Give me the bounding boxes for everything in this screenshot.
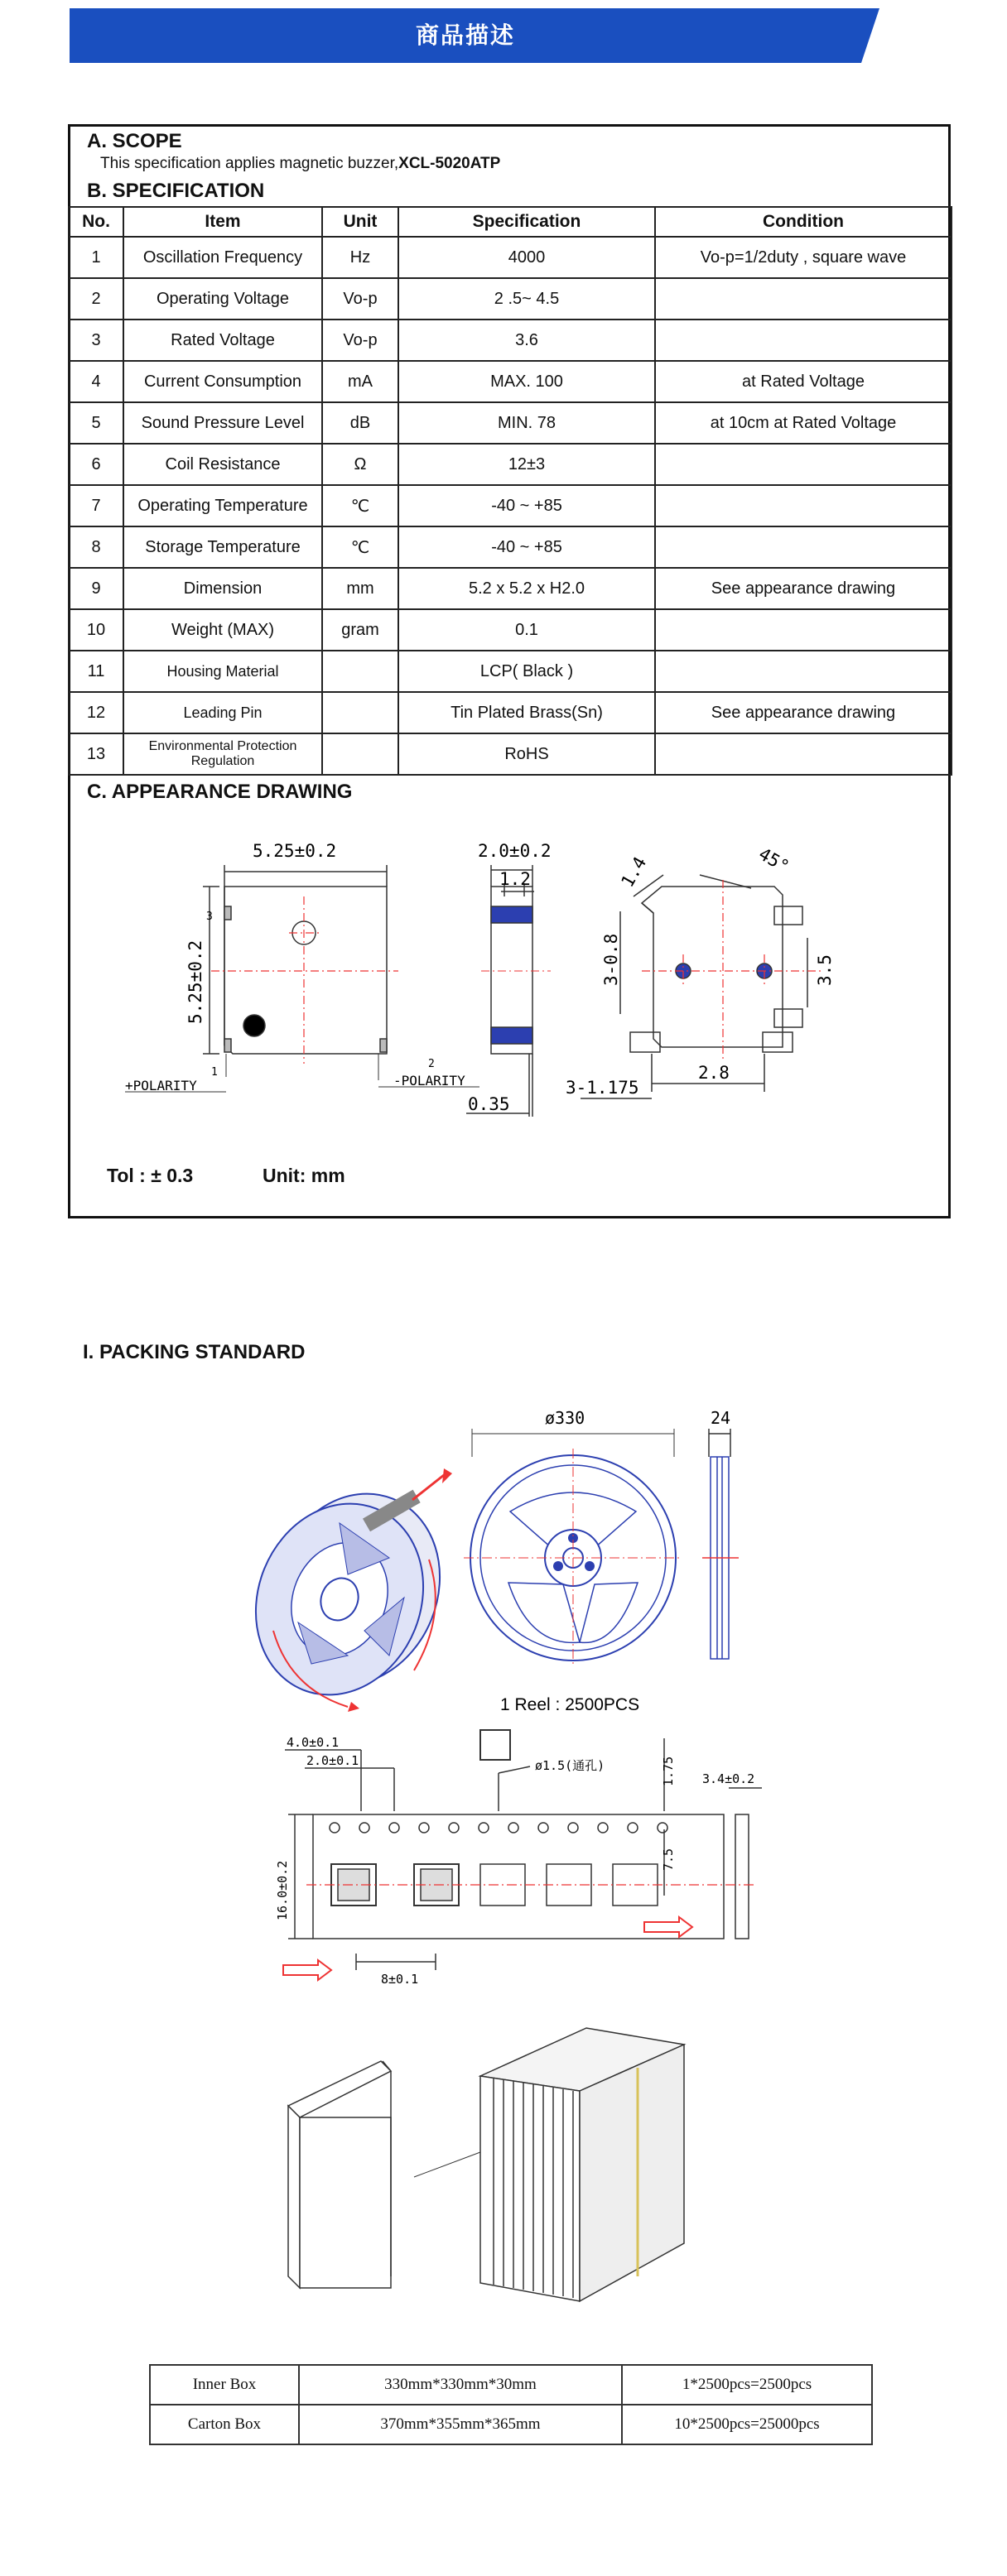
top-view bbox=[203, 865, 387, 1054]
cell-spec: MAX. 100 bbox=[398, 361, 655, 402]
table-row bbox=[69, 568, 952, 609]
box-qty: 1*2500pcs=2500pcs bbox=[622, 2365, 872, 2405]
cell-item: Storage Temperature bbox=[123, 526, 322, 568]
reel-caption: 1 Reel : 2500PCS bbox=[500, 1695, 640, 1714]
sprocket-hole bbox=[628, 1823, 638, 1833]
cell-unit: dB bbox=[322, 402, 398, 444]
cell-condition bbox=[655, 609, 952, 651]
cell-condition: at Rated Voltage bbox=[655, 361, 952, 402]
cell-unit: ℃ bbox=[322, 485, 398, 526]
sprocket-hole bbox=[658, 1823, 667, 1833]
cell-spec: 2 .5~ 4.5 bbox=[398, 278, 655, 320]
table-row bbox=[69, 361, 952, 402]
cell-spec: -40 ~ +85 bbox=[398, 485, 655, 526]
cell-no: 4 bbox=[69, 361, 123, 402]
cell-item: Coil Resistance bbox=[123, 444, 322, 485]
packing-heading: I. PACKING STANDARD bbox=[83, 1341, 306, 1363]
scope-text bbox=[100, 155, 500, 173]
cell-spec: Tin Plated Brass(Sn) bbox=[398, 692, 655, 733]
sprocket-hole bbox=[389, 1823, 399, 1833]
cell-condition bbox=[655, 651, 952, 692]
pin2-label: 2 bbox=[428, 1058, 435, 1070]
table-row bbox=[69, 402, 952, 444]
dim-height: 5.25±0.2 bbox=[186, 940, 205, 1024]
cell-no: 13 bbox=[69, 733, 123, 775]
cell-condition bbox=[655, 278, 952, 320]
cell-condition bbox=[655, 320, 952, 361]
table-row bbox=[69, 237, 952, 278]
table-row bbox=[69, 485, 952, 526]
spec-table bbox=[68, 206, 952, 776]
table-row bbox=[69, 526, 952, 568]
cell-item: Current Consumption bbox=[123, 361, 322, 402]
box-body bbox=[150, 2365, 872, 2444]
side-view bbox=[466, 865, 534, 1117]
cell-item: Operating Voltage bbox=[123, 278, 322, 320]
tape-pocket-pitch: 8±0.1 bbox=[381, 1972, 419, 1987]
dim-pad-width: 3-1.175 bbox=[566, 1078, 639, 1098]
sprocket-hole bbox=[330, 1823, 340, 1833]
cell-unit: Vo-p bbox=[322, 278, 398, 320]
sprocket-hole bbox=[598, 1823, 608, 1833]
dim-edge: 0.35 bbox=[468, 1094, 510, 1114]
table-row bbox=[69, 651, 952, 692]
cell-condition: See appearance drawing bbox=[655, 568, 952, 609]
tape-hole-dia: ø1.5(通孔) bbox=[535, 1758, 605, 1773]
scope-model: XCL-5020ATP bbox=[398, 155, 501, 172]
cell-spec: 5.2 x 5.2 x H2.0 bbox=[398, 568, 655, 609]
cell-condition bbox=[655, 733, 952, 775]
cell-condition bbox=[655, 526, 952, 568]
cell-item: Sound Pressure Level bbox=[123, 402, 322, 444]
dim-thickness: 2.0±0.2 bbox=[478, 841, 552, 861]
spec-header-row bbox=[69, 207, 952, 237]
col-no: No. bbox=[69, 207, 123, 237]
scope-heading: A. SCOPE bbox=[87, 130, 182, 152]
box-name: Inner Box bbox=[150, 2365, 299, 2405]
sprocket-hole bbox=[538, 1823, 548, 1833]
carton-box-drawing bbox=[480, 2028, 684, 2301]
cell-spec: 0.1 bbox=[398, 609, 655, 651]
dim-pad-offset: 3-0.8 bbox=[601, 933, 621, 986]
tape-center: 7.5 bbox=[661, 1848, 676, 1871]
cell-condition: See appearance drawing bbox=[655, 692, 952, 733]
tape-hole-offset: 2.0±0.1 bbox=[306, 1753, 359, 1768]
cell-item: Environmental Protection Regulation bbox=[123, 733, 322, 775]
cell-no: 2 bbox=[69, 278, 123, 320]
cell-item: Rated Voltage bbox=[123, 320, 322, 361]
tape-thickness: 3.4±0.2 bbox=[702, 1771, 755, 1786]
cell-spec: MIN. 78 bbox=[398, 402, 655, 444]
cell-spec: LCP( Black ) bbox=[398, 651, 655, 692]
cell-item: Leading Pin bbox=[123, 692, 322, 733]
appearance-heading: C. APPEARANCE DRAWING bbox=[87, 781, 353, 803]
cell-no: 3 bbox=[69, 320, 123, 361]
table-row bbox=[69, 320, 952, 361]
box-qty: 10*2500pcs=25000pcs bbox=[622, 2405, 872, 2444]
cell-spec: RoHS bbox=[398, 733, 655, 775]
box-name: Carton Box bbox=[150, 2405, 299, 2444]
reel-width: 24 bbox=[711, 1408, 731, 1428]
cell-condition bbox=[655, 485, 952, 526]
dim-width: 5.25±0.2 bbox=[253, 841, 337, 861]
cell-spec: 12±3 bbox=[398, 444, 655, 485]
cell-unit: gram bbox=[322, 609, 398, 651]
cell-item: Housing Material bbox=[123, 651, 322, 692]
dim-angle: 45° bbox=[755, 843, 793, 877]
cell-item: Operating Temperature bbox=[123, 485, 322, 526]
sprocket-hole bbox=[359, 1823, 369, 1833]
cell-no: 12 bbox=[69, 692, 123, 733]
sprocket-hole bbox=[508, 1823, 518, 1833]
unit-text: Unit: mm bbox=[263, 1165, 345, 1186]
cell-condition: at 10cm at Rated Voltage bbox=[655, 402, 952, 444]
cell-no: 8 bbox=[69, 526, 123, 568]
spec-box bbox=[68, 124, 951, 1218]
sprocket-hole bbox=[419, 1823, 429, 1833]
cell-no: 11 bbox=[69, 651, 123, 692]
col-specification: Specification bbox=[398, 207, 655, 237]
table-row bbox=[69, 444, 952, 485]
inner-box-drawing bbox=[288, 2061, 391, 2288]
box-size: 370mm*355mm*365mm bbox=[299, 2405, 622, 2444]
sprocket-hole bbox=[568, 1823, 578, 1833]
cell-no: 10 bbox=[69, 609, 123, 651]
cell-condition bbox=[655, 444, 952, 485]
table-row bbox=[69, 278, 952, 320]
pin1-polarity: +POLARITY bbox=[125, 1078, 197, 1093]
cell-unit bbox=[322, 651, 398, 692]
reel-side-view bbox=[702, 1429, 739, 1659]
cell-unit bbox=[322, 733, 398, 775]
box-size: 330mm*330mm*30mm bbox=[299, 2365, 622, 2405]
col-item: Item bbox=[123, 207, 322, 237]
cell-unit: Vo-p bbox=[322, 320, 398, 361]
dim-pad-pitch: 2.8 bbox=[698, 1063, 730, 1083]
cell-condition: Vo-p=1/2duty , square wave bbox=[655, 237, 952, 278]
tape-hole-pitch: 4.0±0.1 bbox=[287, 1735, 340, 1750]
cell-item: Oscillation Frequency bbox=[123, 237, 322, 278]
cell-unit: Hz bbox=[322, 237, 398, 278]
spec-body bbox=[69, 237, 952, 775]
banner-title: 商品描述 bbox=[415, 22, 515, 48]
dim-pad: 1.2 bbox=[499, 869, 531, 889]
cell-no: 1 bbox=[69, 237, 123, 278]
cell-item: Weight (MAX) bbox=[123, 609, 322, 651]
cell-unit: mA bbox=[322, 361, 398, 402]
packing-drawings bbox=[0, 1382, 1007, 2343]
cell-spec: -40 ~ +85 bbox=[398, 526, 655, 568]
col-condition: Condition bbox=[655, 207, 952, 237]
tape-width: 16.0±0.2 bbox=[275, 1860, 290, 1920]
cell-no: 7 bbox=[69, 485, 123, 526]
sprocket-hole bbox=[449, 1823, 459, 1833]
table-row bbox=[69, 692, 952, 733]
cell-no: 9 bbox=[69, 568, 123, 609]
pin1-label: 1 bbox=[211, 1066, 218, 1079]
cell-spec: 4000 bbox=[398, 237, 655, 278]
scope-description: This specification applies magnetic buzzer, bbox=[100, 155, 399, 172]
dim-chamfer: 1.4 bbox=[617, 853, 651, 891]
reel-diameter: ø330 bbox=[545, 1408, 585, 1428]
dim-pad-spacing: 3.5 bbox=[815, 954, 835, 986]
specification-heading: B. SPECIFICATION bbox=[87, 180, 265, 202]
tolerance-text: Tol : ± 0.3 bbox=[107, 1165, 194, 1186]
cell-unit bbox=[322, 692, 398, 733]
cell-no: 6 bbox=[69, 444, 123, 485]
cell-item: Dimension bbox=[123, 568, 322, 609]
pin2-polarity: -POLARITY bbox=[393, 1073, 465, 1089]
sprocket-hole bbox=[479, 1823, 489, 1833]
bottom-view bbox=[581, 875, 807, 1098]
appearance-drawing bbox=[70, 805, 948, 1170]
cell-unit: ℃ bbox=[322, 526, 398, 568]
reel-perspective bbox=[228, 1468, 468, 1720]
table-row bbox=[69, 733, 952, 775]
cell-no: 5 bbox=[69, 402, 123, 444]
reel-front-view bbox=[464, 1429, 682, 1667]
header-banner bbox=[70, 8, 879, 63]
pin3-label: 3 bbox=[206, 911, 213, 923]
cell-unit: Ω bbox=[322, 444, 398, 485]
table-row bbox=[69, 609, 952, 651]
tape-edge: 1.75 bbox=[661, 1756, 676, 1786]
table-row bbox=[150, 2405, 872, 2444]
col-unit: Unit bbox=[322, 207, 398, 237]
table-row bbox=[150, 2365, 872, 2405]
box-table bbox=[149, 2364, 873, 2445]
cell-unit: mm bbox=[322, 568, 398, 609]
cell-spec: 3.6 bbox=[398, 320, 655, 361]
